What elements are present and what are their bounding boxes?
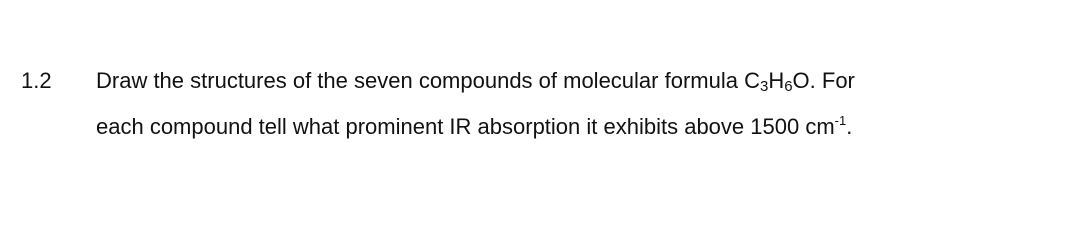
formula-subscript-hydrogen: 6 — [784, 78, 793, 95]
line1-text-before: Draw the structures of the seven compounds of molecular formula C — [96, 68, 760, 93]
formula-hydrogen: H — [768, 68, 785, 93]
line2-text-before: each compound tell what prominent IR absorption it exhibits above 1500 cm — [96, 114, 835, 139]
formula-subscript-carbon: 3 — [759, 78, 769, 95]
line1-text-after: O. For — [792, 68, 855, 93]
question-number: 1.2 — [21, 68, 52, 93]
unit-superscript: -1 — [834, 113, 847, 128]
question-line-2 — [96, 112, 1056, 142]
line2-text-after: . — [846, 114, 853, 139]
question-line-1 — [96, 66, 1056, 96]
question-text — [96, 66, 1056, 142]
